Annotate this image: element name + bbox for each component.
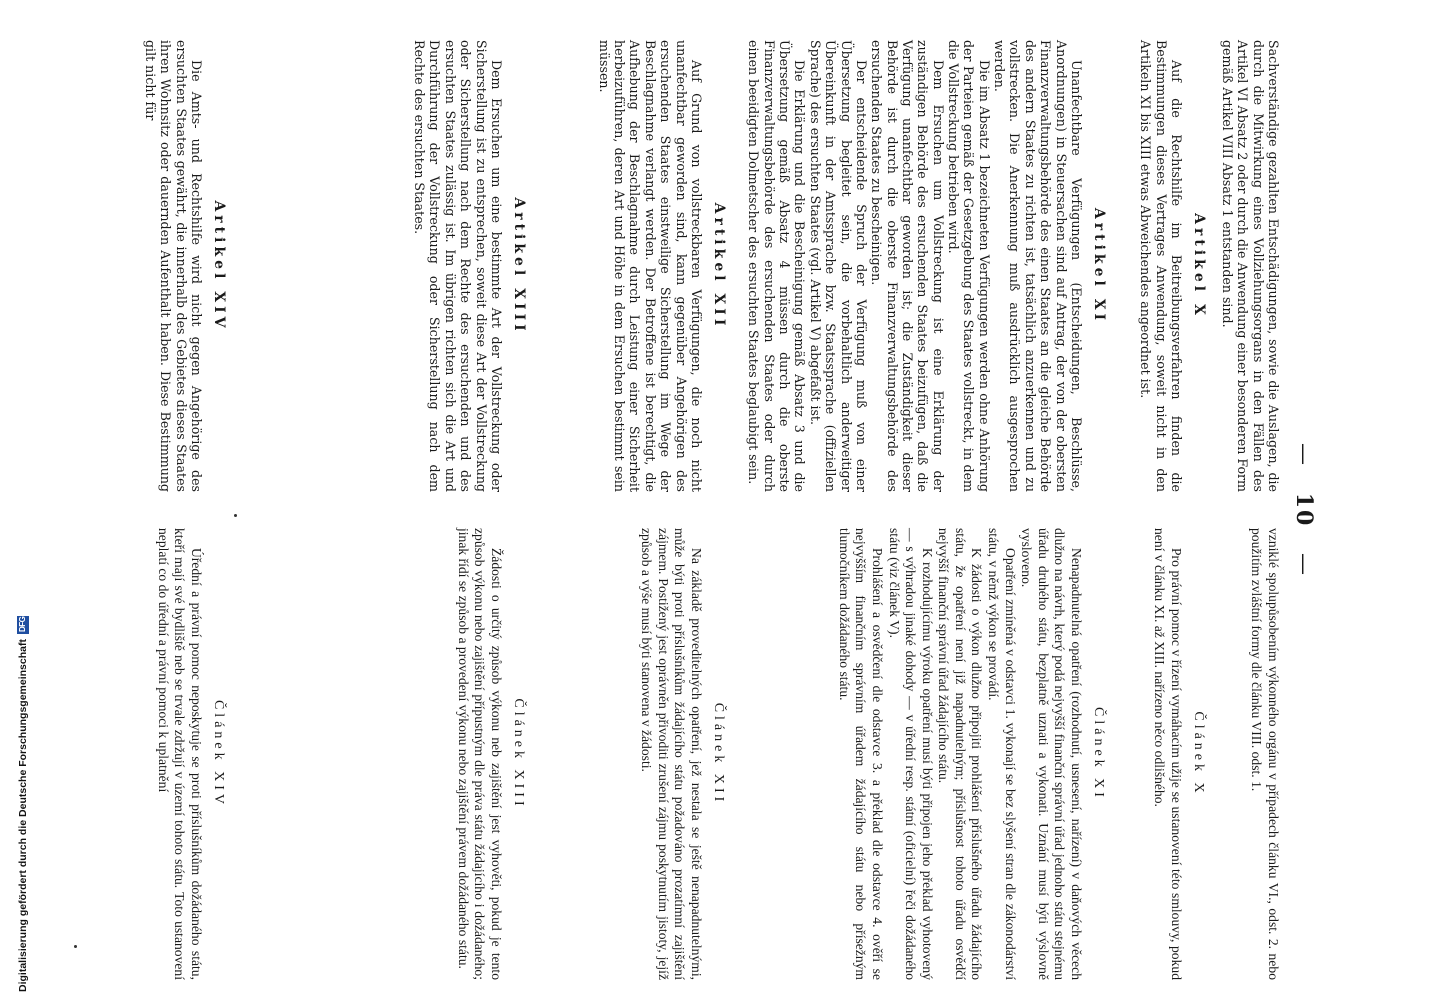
czech-paragraph: K rozhodujícímu výroku opatření musí býti připojen jeho překlad vyhotovený — s výhradou jinaké dohody — v úřední resp. státní (oficielní) řeči dožádaného státu (viz článek V).: [886, 528, 935, 980]
czech-paragraph: Nenapadnutelná opatření (rozhodnutí, usnesení, nařízení) v daňových věcech dlužno na návrh, který podá nejvyšší finanční správní úřad jednoho státu stejnému úřadu druhého státu, bezplatně uznati a vykonati. Uznání musí býti výslovně vysloveno.: [1019, 528, 1084, 980]
article-heading: Článek XII: [711, 702, 726, 806]
czech-column: [142, 528, 227, 980]
article-heading: Článek X: [1191, 711, 1206, 797]
article-heading: Artikel X: [1191, 213, 1207, 319]
german-paragraph: Auf die Rechtshilfe im Beitreibungsverfahren finden die Bestimmungen dieses Vertrages Anwendung, soweit nicht in den Artikeln XI bis XIII etwas Abweichendes angeordnet ist.: [1138, 40, 1184, 492]
section-article-xiv: [142, 40, 227, 980]
czech-paragraph: K žádosti o výkon dlužno připojiti prohlášení příslušného úřadu žádajícího státu, že opatření není již napadnutelným; příslušnost tohoto úřadu osvědčí nejvyšší finanční správní úřad žádajícího státu.: [936, 528, 985, 980]
czech-paragraph: Pro právní pomoc v řízení vymáhacím užije se ustanovení této smlouvy, pokud není v článku XI. až XIII. nařízeno něco odlišného.: [1152, 528, 1184, 980]
czech-paragraph: vzniklé spolupůsobením výkonného orgánu v případech článku VI., odst. 2. nebo použitím zvláštní formy dle článku VIII. odst. 1.: [1249, 528, 1281, 980]
czech-column: [746, 528, 1107, 980]
german-paragraph: Die im Absatz 1 bezeichneten Verfügungen werden ohne Anhörung der Parteien gemäß der Gesetzgebung des Staates vollstreckt, in dem die Vollstreckung betrieben wird.: [946, 40, 992, 492]
article-heading: Artikel XII: [711, 202, 727, 330]
digitization-note: Digitalisierung gefördert durch die Deutsche Forschungsgemeinschaft: [17, 639, 29, 992]
article-heading: Článek XIII: [511, 698, 526, 810]
section-continuation: [1220, 40, 1281, 980]
czech-paragraph: Žádosti o určitý způsob výkonu neb zajištění jest vyhověti, pokud je tento způsob výkonu nebo zajištění přípustným dle práva státu žádajícího i dožádaného; jinak řídí se způsob a provedení výkonu nebo zajištění právem dožádaného státu.: [455, 528, 504, 980]
dfg-logo-text: DFG: [18, 616, 27, 633]
digitization-footer: [17, 616, 29, 992]
article-heading: Artikel XIII: [511, 197, 527, 335]
german-column: [746, 40, 1107, 492]
german-column: [142, 40, 227, 492]
section-article-x: [1138, 40, 1207, 980]
czech-column: [1138, 528, 1207, 980]
article-heading: Článek XI: [1091, 707, 1106, 801]
german-paragraph: Die Erklärung und die Bescheinigung gemäß Absatz 3 und die Übersetzung gemäß Absatz 4 müssen durch die oberste Finanzverwaltungsbehörde des ersuchenden Staates oder durch einen beeidigten Dolmetscher des ersuchten Staates beglaubigt sein.: [746, 40, 808, 492]
article-heading: Článek XIV: [211, 699, 226, 809]
section-article-xii: [596, 40, 727, 980]
german-column: [412, 40, 527, 492]
czech-paragraph: Na základě proveditelných opatření, jež nestala se ještě nenapadnutelnými, může býti proti příslušníkům žádajícího státu požadováno prozatímní zajištění zájmem. Postižený jest oprávněn přivoditi zrušení zájmu poskytnutím jistoty, jejíž způsob a výše musí býti stanovena v žádosti.: [639, 528, 704, 980]
page-number-dash-left: —: [1291, 443, 1316, 468]
german-column: [596, 40, 727, 492]
german-paragraph: Unanfechtbare Verfügungen (Entscheidungen, Beschlüsse, Anordnungen) in Steuersachen sind auf Antrag, der von der obersten Finanzverwaltungsbehörde des einen Staates an die gleiche Behörde des andern Staates zu richten ist, tatsächlich anzuerkennen und zu vollstrecken. Die Anerkennung muß ausdrücklich ausgesprochen werden.: [992, 40, 1084, 492]
section-article-xiii: [412, 40, 527, 980]
czech-paragraph: Prohlášení a osvědčení dle odstavce 3. a překlad dle odstavce 4. ověří se nejvyšším finančním správním úřadem žádajícího státu nebo přísežným tlumočníkem dožádaného státu.: [836, 528, 885, 980]
german-paragraph: Dem Ersuchen um Vollstreckung ist eine Erklärung der zuständigen Behörde des ersuchenden Staates beizufügen, daß die Verfügung unanfechtbar geworden ist; die Zuständigkeit dieser Behörde ist durch die oberste Finanzverwaltungsbehörde des ersuchenden Staates zu bescheinigen.: [869, 40, 946, 492]
czech-column: [1220, 528, 1281, 980]
article-heading: Artikel XIV: [211, 200, 227, 332]
page-number-value: 10: [1291, 492, 1317, 528]
german-column: [1138, 40, 1207, 492]
page-number-dash-right: —: [1291, 552, 1316, 577]
german-column: [1220, 40, 1281, 492]
page-number: [1291, 40, 1317, 980]
article-heading: Artikel XI: [1091, 207, 1107, 325]
dfg-logo-icon: [17, 616, 29, 634]
german-paragraph: Sachverständige gezahlten Entschädigungen, sowie die Auslagen, die durch die Mitwirkung eines Vollziehungsorgans in den Fällen des Artikel VI Absatz 2 oder durch die Anwendung einer besonderen Form gemäß Artikel VIII Absatz 1 entstanden sind.: [1219, 40, 1281, 492]
document-page: [107, 40, 1317, 980]
print-speck: [74, 945, 77, 948]
german-paragraph: Die Amts- und Rechtshilfe wird nicht gegen Angehörige des ersuchten Staates gewährt, die innerhalb des Gebietes dieses Staates ihren Wohnsitz oder dauernden Aufenthalt haben. Diese Bestimmung gilt nicht für: [142, 40, 204, 492]
section-article-xi: [746, 40, 1107, 980]
german-paragraph: Der entscheidende Spruch der Verfügung muß von einer Übersetzung begleitet sein, die vorbehaltlich anderweitiger Übereinkunft in der Amtssprache bzw. Staatssprache (offiziellen Sprache) des ersuchten Staates (vgl. Artikel V) abgefaßt ist.: [807, 40, 869, 492]
czech-column: [412, 528, 527, 980]
german-paragraph: Auf Grund von vollstreckbaren Verfügungen, die noch nicht unanfechtbar geworden sind, kann gegenüber Angehörigen des ersuchenden Staates einstweilige Sicherstellung im Wege der Beschlagnahme verlangt werden. Der Betroffene ist berechtigt, die Aufhebung der Beschlagnahme durch Leistung einer Sicherheit herbeizuführen, deren Art und Höhe in dem Ersuchen bestimmt sein müssen.: [596, 40, 704, 492]
czech-paragraph: Úřední a právní pomoc neposkytuje se proti příslušníkům dožádaného státu, kteří mají své bydliště neb se trvale zdržují v území tohoto státu. Toto ustanovení neplatí co do úřední a právní pomoci k uplatnění: [155, 528, 204, 980]
print-speck: [234, 514, 237, 517]
czech-paragraph: Opatření zmíněná v odstavci 1. vykonají se bez slyšení stran dle zákonodárství státu, v němž výkon se provádí.: [986, 528, 1018, 980]
czech-column: [596, 528, 727, 980]
german-paragraph: Dem Ersuchen um eine bestimmte Art der Vollstreckung oder Sicherstellung ist zu entsprechen, soweit diese Art der Vollstreckung oder Sicherstellung nach dem Rechte des ersuchenden und des ersuchten Staates zulässig ist. Im übrigen richten sich die Art und Durchführung der Vollstreckung oder Sicherstellung nach dem Rechte des ersuchten Staates.: [412, 40, 504, 492]
